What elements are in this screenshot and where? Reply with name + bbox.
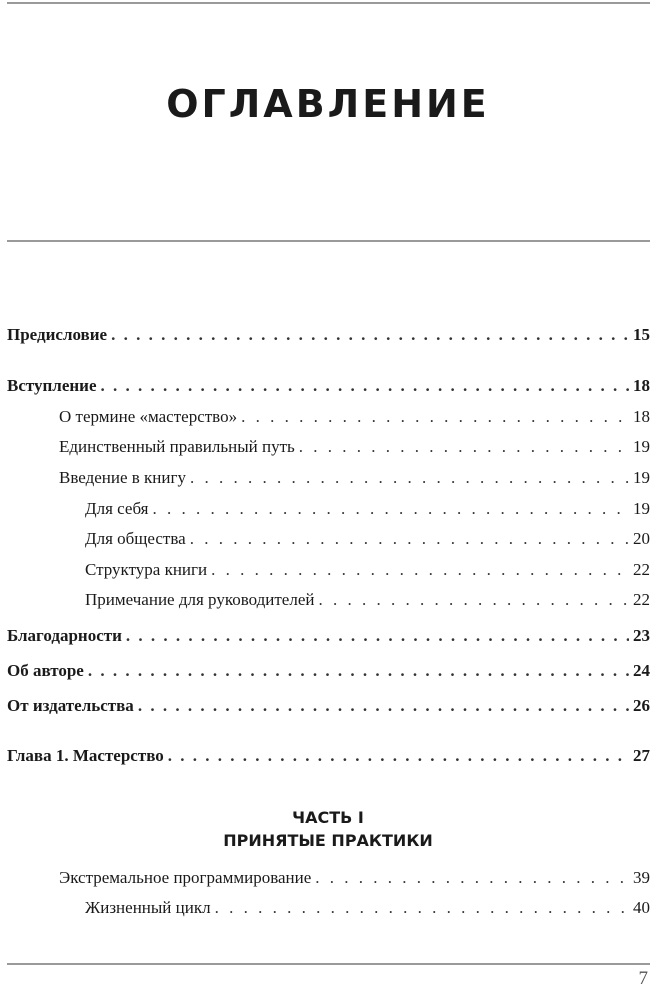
toc-entry-page: 27 xyxy=(633,746,650,765)
toc-entry-page: 26 xyxy=(633,696,650,715)
toc-entry[interactable] xyxy=(7,499,650,525)
toc-entry-page: 20 xyxy=(633,529,650,548)
toc-entry[interactable] xyxy=(7,626,650,652)
toc-entry-page: 22 xyxy=(633,590,650,609)
toc-leader-dots xyxy=(153,499,630,519)
toc-entry-page: 19 xyxy=(633,468,650,487)
toc-entry-label: От издательства xyxy=(7,696,134,715)
toc-entry[interactable] xyxy=(7,661,650,687)
toc-leader-dots xyxy=(101,376,629,396)
toc-entry-page: 22 xyxy=(633,560,650,579)
toc-entry-page: 18 xyxy=(633,407,650,426)
toc-leader-dots xyxy=(168,746,629,766)
toc-entry-label: Структура книги xyxy=(85,560,208,579)
toc-entry-page: 19 xyxy=(633,499,650,518)
page-number: 7 xyxy=(638,968,648,989)
toc-leader-dots xyxy=(318,590,629,610)
toc-entry-label: Вступление xyxy=(7,376,97,395)
toc-leader-dots xyxy=(88,661,629,681)
toc-leader-dots xyxy=(211,560,629,580)
toc-entry-label: Для общества xyxy=(85,529,186,548)
toc-leader-dots xyxy=(111,325,629,345)
toc-entry-page: 15 xyxy=(633,325,650,344)
toc-leader-dots xyxy=(315,868,629,888)
toc-entry[interactable] xyxy=(7,437,650,463)
toc-entry-label: Экстремальное программирование xyxy=(59,868,312,887)
toc-entry[interactable] xyxy=(7,407,650,433)
toc-entry-label: Единственный правильный путь xyxy=(59,437,295,456)
toc-entry-page: 39 xyxy=(633,868,650,887)
toc-leader-dots xyxy=(190,529,629,549)
title-rule xyxy=(7,240,650,242)
toc-leader-dots xyxy=(241,407,629,427)
footer-rule xyxy=(7,963,650,965)
toc-entry-page: 23 xyxy=(633,626,650,645)
toc-entry-page: 24 xyxy=(633,661,650,680)
toc-entry-label: Глава 1. Мастерство xyxy=(7,746,164,765)
toc-leader-dots xyxy=(215,898,629,918)
toc-entry-page: 40 xyxy=(633,898,650,917)
toc-entry-label: Жизненный цикл xyxy=(85,898,211,917)
toc-entry-label: Примечание для руководителей xyxy=(85,590,315,609)
toc-entry[interactable] xyxy=(7,898,650,924)
toc-entry[interactable] xyxy=(7,696,650,722)
toc-entry[interactable] xyxy=(7,376,650,402)
toc-entry-page: 19 xyxy=(633,437,650,456)
toc-entry-label: Предисловие xyxy=(7,325,108,344)
toc-entry-label: Для себя xyxy=(85,499,149,518)
toc-entry[interactable] xyxy=(7,590,650,616)
toc-entry[interactable] xyxy=(7,325,650,351)
toc-leader-dots xyxy=(299,437,629,457)
toc-entry-label: Благодарности xyxy=(7,626,122,645)
toc-leader-dots xyxy=(126,626,629,646)
toc-entry-label: О термине «мастерство» xyxy=(59,407,238,426)
toc-entry[interactable] xyxy=(7,868,650,894)
part-title: ПРИНЯТЫЕ ПРАКТИКИ xyxy=(223,831,433,850)
toc-entry[interactable] xyxy=(7,468,650,494)
top-rule xyxy=(7,2,650,4)
toc-entry[interactable] xyxy=(7,746,650,772)
toc-leader-dots xyxy=(190,468,629,488)
toc-leader-dots xyxy=(138,696,629,716)
toc-entry-label: Об авторе xyxy=(7,661,84,680)
part-number: ЧАСТЬ I xyxy=(292,808,364,827)
toc-entry-page: 18 xyxy=(633,376,650,395)
page-title: ОГЛАВЛЕНИЕ xyxy=(166,82,490,126)
toc-entry-label: Введение в книгу xyxy=(59,468,186,487)
toc-entry[interactable] xyxy=(7,560,650,586)
toc-entry[interactable] xyxy=(7,529,650,555)
